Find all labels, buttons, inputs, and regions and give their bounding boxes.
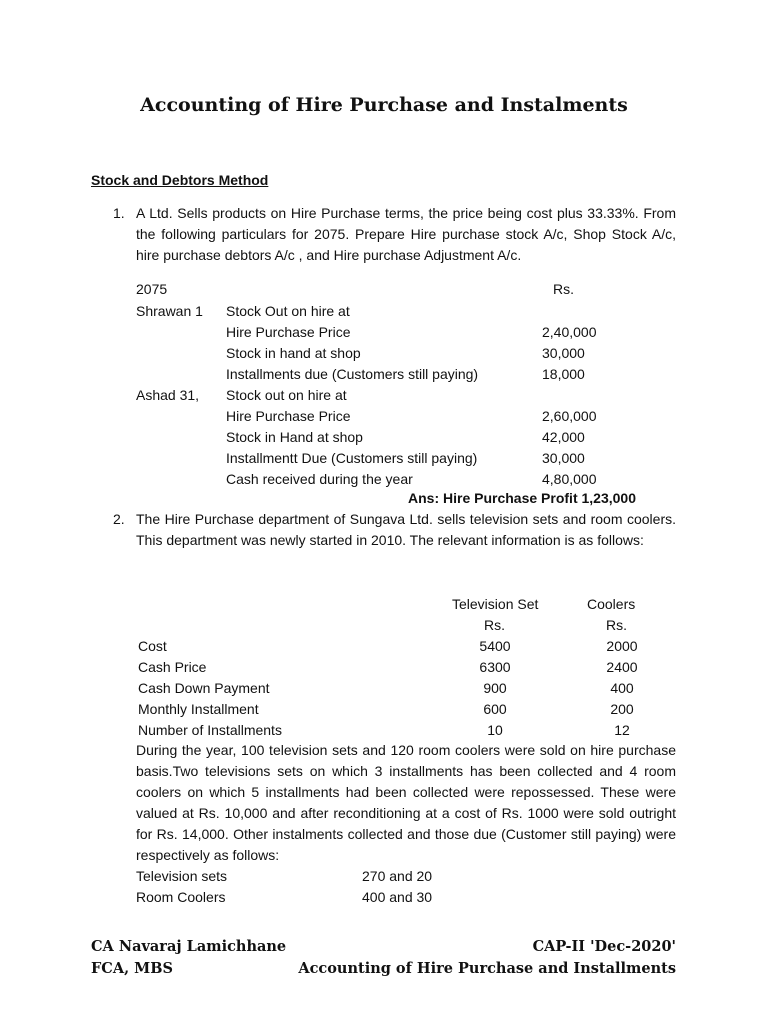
q2-paragraph: During the year, 100 television sets and 120 room coolers were sold on hire purchase basis.Two televisions sets on which 3 installments has been collected and 4 room coolers on which 5 installments had been collected were repossessed. These were valued at Rs. 10,000 and after reconditioning at a cost of Rs. 1000 were sold outright for Rs. 14,000. Other instalments collected and those due (Customer still paying) were respectively as follows: xyxy=(136,742,676,863)
q1-row-amount: 4,80,000 xyxy=(542,471,597,487)
q2-row-cooler-value: 2400 xyxy=(606,659,638,675)
q1-row-label: Stock Out on hire at xyxy=(226,303,350,319)
footer-course: CAP-II 'Dec-2020' xyxy=(532,938,676,955)
collection-value: 270 and 20 xyxy=(362,868,433,884)
q1-row-label: Cash received during the year xyxy=(226,471,413,487)
q2-row-tv-value: 6300 xyxy=(479,659,511,675)
q2-row-tv-value: 900 xyxy=(483,680,507,696)
question-1-number: 1. xyxy=(113,205,125,221)
q2-col1-unit: Rs. xyxy=(484,617,505,633)
q1-row-amount: 30,000 xyxy=(542,345,585,361)
q2-row-label: Cash Down Payment xyxy=(138,680,270,696)
question-2-number: 2. xyxy=(113,511,125,527)
q1-row-label: Hire Purchase Price xyxy=(226,408,351,424)
q2-row-tv-value: 600 xyxy=(483,701,507,717)
q1-year: 2075 xyxy=(136,281,168,297)
q1-row-label: Stock in hand at shop xyxy=(226,345,361,361)
q1-row-amount: 18,000 xyxy=(542,366,585,382)
collection-value: 400 and 30 xyxy=(362,889,433,905)
q2-col2-unit: Rs. xyxy=(606,617,627,633)
footer-author: CA Navaraj Lamichhane xyxy=(91,938,287,955)
collection-label: Room Coolers xyxy=(136,889,226,905)
page-title: Accounting of Hire Purchase and Instalments xyxy=(140,94,628,116)
q2-col1-header: Television Set xyxy=(452,596,539,612)
q2-row-cooler-value: 400 xyxy=(610,680,634,696)
footer-subject: Accounting of Hire Purchase and Installments xyxy=(298,960,676,977)
section-heading: Stock and Debtors Method xyxy=(91,172,269,188)
q1-row-amount: 2,60,000 xyxy=(542,408,597,424)
question-2-text: The Hire Purchase department of Sungava Ltd. sells television sets and room coolers. This department was newly started in 2010. The relevant information is as follows: xyxy=(136,511,676,548)
q2-row-tv-value: 5400 xyxy=(479,638,511,654)
q2-col2-header: Coolers xyxy=(587,596,636,612)
q1-row-label: Stock out on hire at xyxy=(226,387,347,403)
q1-answer: Ans: Hire Purchase Profit 1,23,000 xyxy=(408,490,636,506)
q2-row-label: Number of Installments xyxy=(138,722,282,738)
q1-row-amount: 2,40,000 xyxy=(542,324,597,340)
footer-credentials: FCA, MBS xyxy=(91,960,173,977)
q1-row-label: Installmentt Due (Customers still paying) xyxy=(226,450,478,466)
q2-row-label: Monthly Installment xyxy=(138,701,259,717)
q1-row-label: Installments due (Customers still paying) xyxy=(226,366,479,382)
q1-currency: Rs. xyxy=(553,281,574,297)
q2-row-tv-value: 10 xyxy=(487,722,503,738)
q1-row-label: Hire Purchase Price xyxy=(226,324,351,340)
q2-row-label: Cost xyxy=(138,638,167,654)
question-1-text: A Ltd. Sells products on Hire Purchase terms, the price being cost plus 33.33%. From the following particulars for 2075. Prepare Hire purchase stock A/c, Shop Stock A/c, hire purchase debtors A/c , and Hire purchase Adjustment A/c. xyxy=(136,205,676,263)
q2-row-cooler-value: 12 xyxy=(614,722,630,738)
collection-label: Television sets xyxy=(136,868,228,884)
q2-row-cooler-value: 2000 xyxy=(606,638,638,654)
q2-row-label: Cash Price xyxy=(138,659,207,675)
q2-row-cooler-value: 200 xyxy=(610,701,634,717)
q1-row-amount: 42,000 xyxy=(542,429,585,445)
q1-row-date: Ashad 31, xyxy=(136,387,200,403)
q1-row-date: Shrawan 1 xyxy=(136,303,203,319)
q1-row-label: Stock in Hand at shop xyxy=(226,429,363,445)
q1-row-amount: 30,000 xyxy=(542,450,585,466)
